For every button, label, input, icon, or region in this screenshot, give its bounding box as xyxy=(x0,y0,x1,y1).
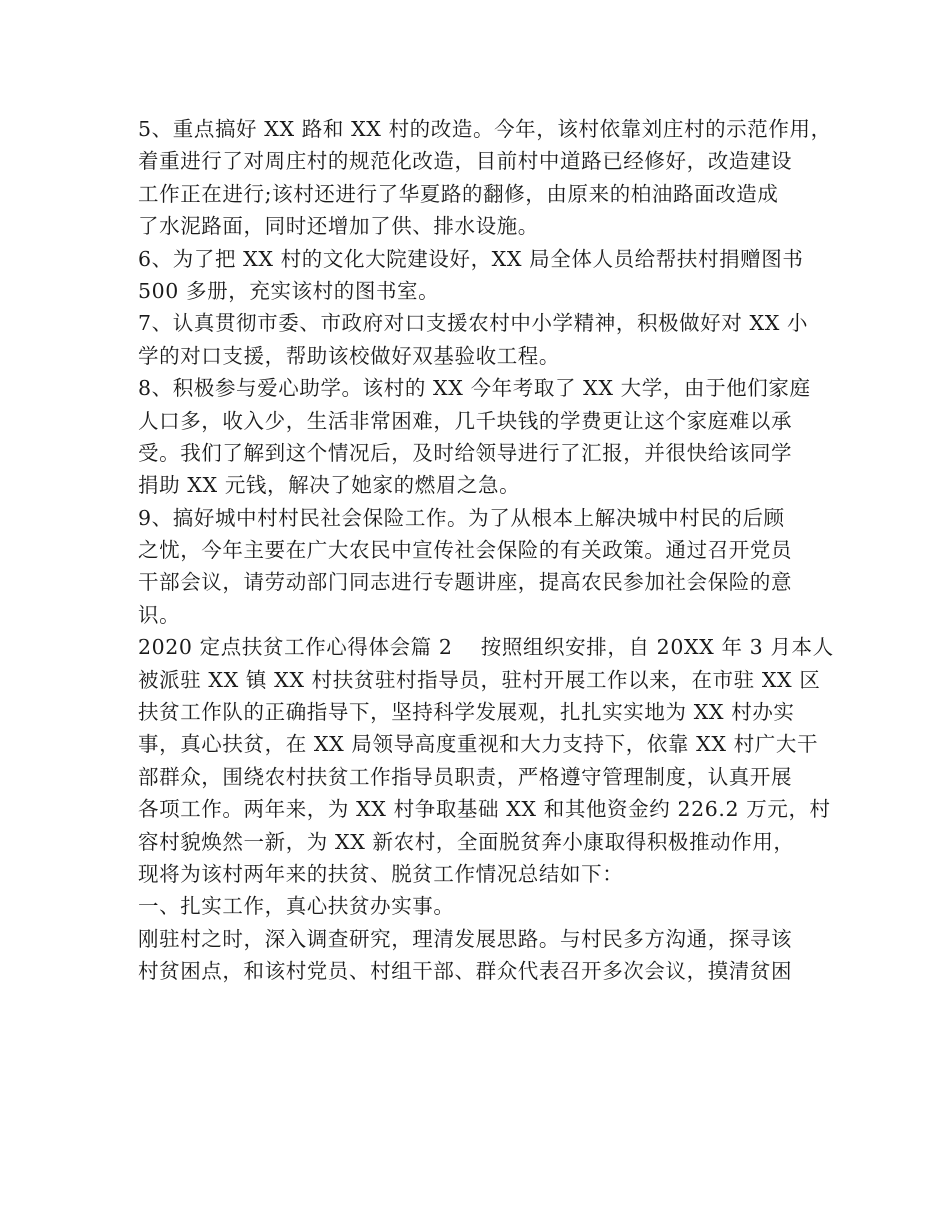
text-line: 9、搞好城中村村民社会保险工作。为了从根本上解决城中村民的后顾 xyxy=(138,505,785,530)
text-line: 刚驻村之时，深入调查研究，理清发展思路。与村民多方沟通，探寻该 xyxy=(138,926,793,951)
text-line: 受。我们了解到这个情况后，及时给领导进行了汇报，并很快给该同学 xyxy=(138,440,793,465)
text-line: 捐助 XX 元钱，解决了她家的燃眉之急。 xyxy=(138,473,521,498)
text-line: 了水泥路面，同时还增加了供、排水设施。 xyxy=(138,214,539,239)
subheading-line: 一、扎实工作，真心扶贫办实事。 xyxy=(138,894,455,919)
text-line: 现将为该村两年来的扶贫、脱贫工作情况总结如下： xyxy=(138,861,624,886)
text-line: 被派驻 XX 镇 XX 村扶贫驻村指导员，驻村开展工作以来，在市驻 XX 区 xyxy=(138,667,821,692)
document-body xyxy=(138,113,834,988)
text-line: 6、为了把 XX 村的文化大院建设好，XX 局全体人员给帮扶村捐赠图书 xyxy=(138,246,804,271)
text-line: 识。 xyxy=(138,602,181,627)
text-line: 事，真心扶贫，在 XX 局领导高度重视和大力支持下，依靠 XX 村广大干 xyxy=(138,732,819,757)
text-line: 学的对口支援，帮助该校做好双基验收工程。 xyxy=(138,343,560,368)
text-line: 5、重点搞好 XX 路和 XX 村的改造。今年，该村依靠刘庄村的示范作用， xyxy=(138,117,832,141)
text-line: 之忧，今年主要在广大农民中宣传社会保险的有关政策。通过召开党员 xyxy=(138,538,793,563)
text-line: 8、积极参与爱心助学。该村的 XX 今年考取了 XX 大学，由于他们家庭 xyxy=(138,376,811,401)
text-line: 容村貌焕然一新，为 XX 新农村，全面脱贫奔小康取得积极推动作用， xyxy=(138,829,795,854)
text-line: 村贫困点，和该村党员、村组干部、群众代表召开多次会议，摸清贫困 xyxy=(138,959,793,984)
text-line: 各项工作。两年来，为 XX 村争取基础 XX 和其他资金约 226.2 万元，村 xyxy=(138,797,831,822)
text-line: 扶贫工作队的正确指导下，坚持科学发展观，扎扎实实地为 XX 村办实 xyxy=(138,700,795,725)
section-heading-line: 2020 定点扶贫工作心得体会篇 2 按照组织安排，自 20XX 年 3 月本人 xyxy=(138,635,834,660)
text-line: 工作正在进行;该村还进行了华夏路的翻修，由原来的柏油路面改造成 xyxy=(138,181,779,206)
text-line: 干部会议，请劳动部门同志进行专题讲座，提高农民参加社会保险的意 xyxy=(138,570,793,595)
text-line: 7、认真贯彻市委、市政府对口支援农村中小学精神，积极做好对 XX 小 xyxy=(138,311,809,336)
text-line: 人口多，收入少，生活非常困难，几千块钱的学费更让这个家庭难以承 xyxy=(138,408,793,433)
text-line: 500 多册，充实该村的图书室。 xyxy=(138,278,440,303)
text-line: 着重进行了对周庄村的规范化改造，目前村中道路已经修好，改造建设 xyxy=(138,149,793,174)
text-line: 部群众，围绕农村扶贫工作指导员职责，严格遵守管理制度，认真开展 xyxy=(138,764,793,789)
